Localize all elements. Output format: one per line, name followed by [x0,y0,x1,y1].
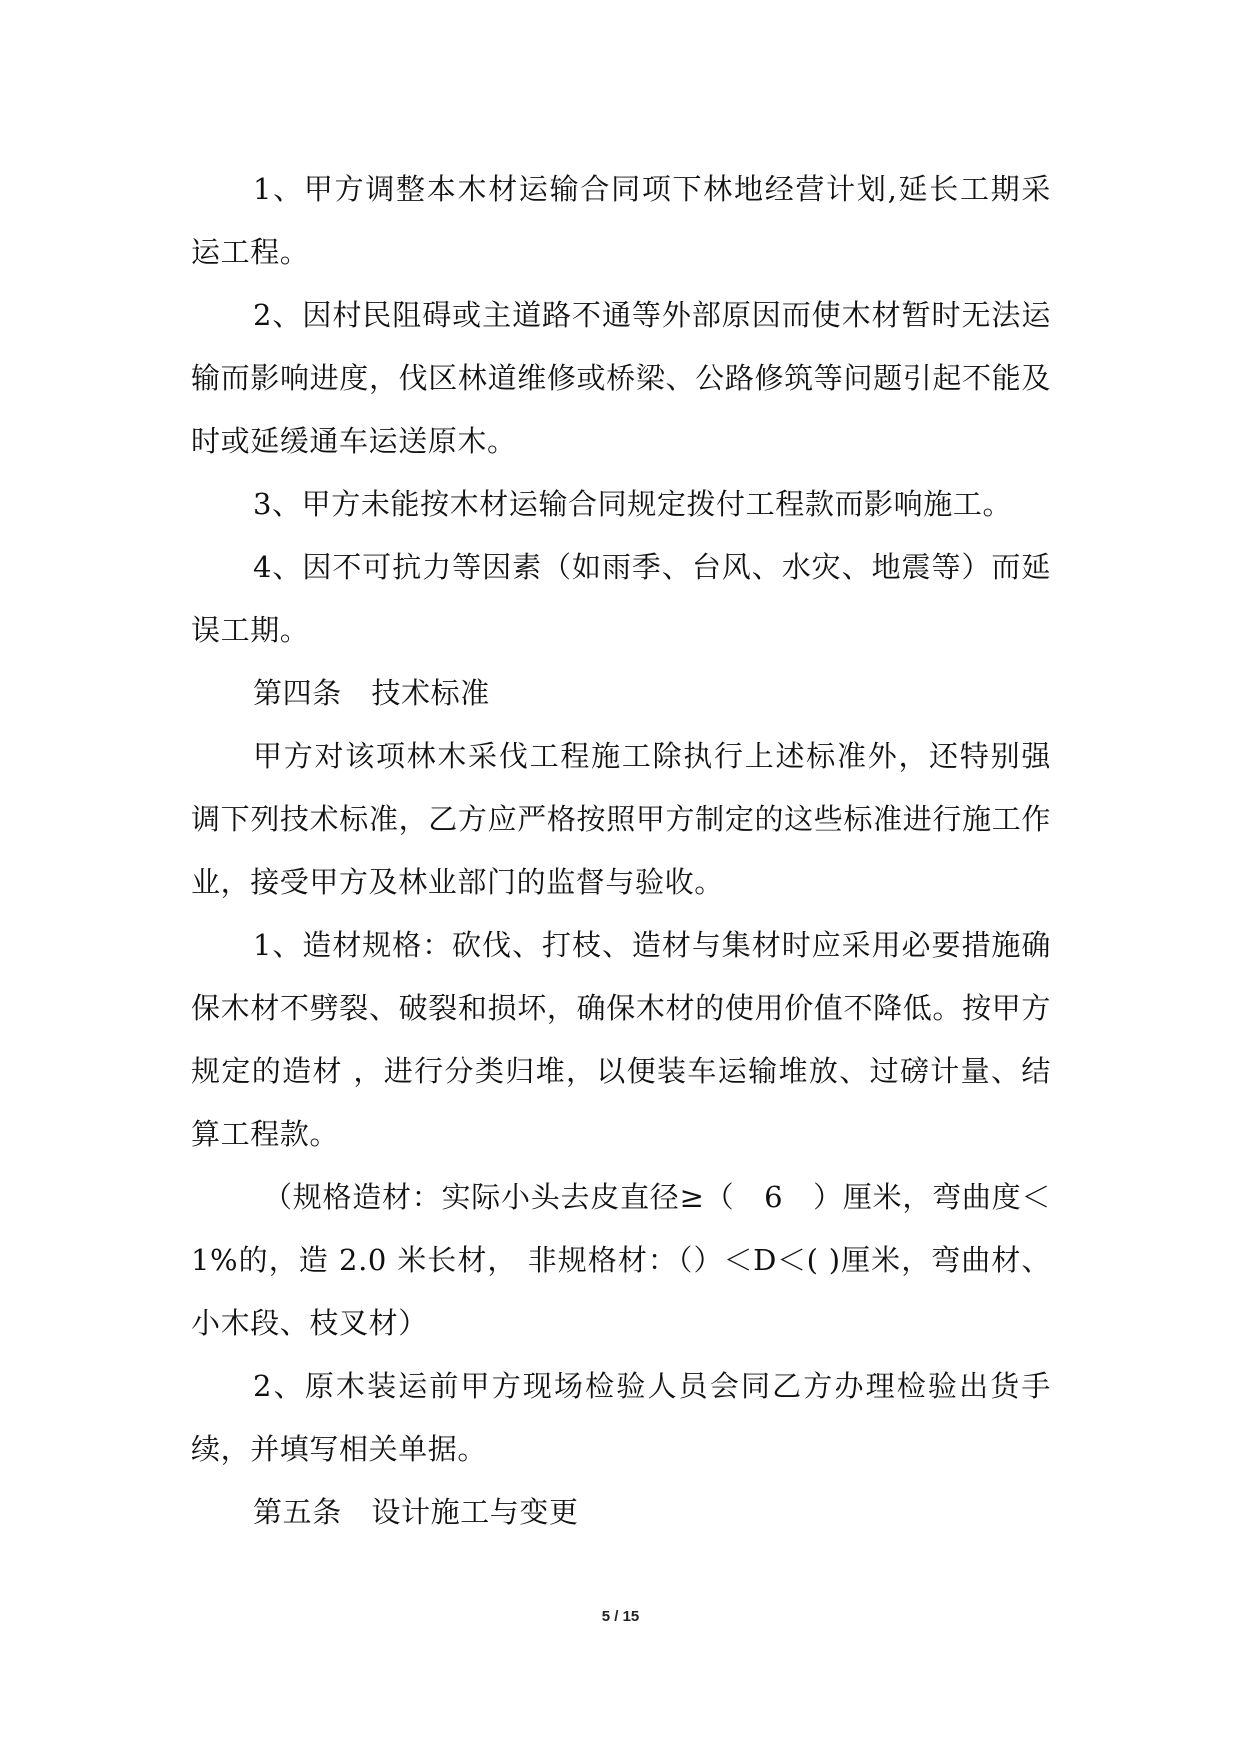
clause-item-2: 2、因村民阻碍或主道路不通等外部原因而使木材暂时无法运输而影响进度，伐区林道维修或桥梁、公路修筑等问题引起不能及时或延缓通车运送原木。 [191,298,1051,458]
spec-note: （规格造材：实际小头去皮直径≥（ 6 ）厘米，弯曲度＜1%的，造 2.0 米长材， 非规格材：（）＜D＜( )厘米，弯曲材、小木段、枝叉材） [191,1180,1051,1340]
article-4-heading: 第四条 技术标准 [253,676,490,710]
spec-item-2: 2、原木装运前甲方现场检验人员会同乙方办理检验出货手续，并填写相关单据。 [191,1369,1051,1466]
article-4-intro: 甲方对该项林木采伐工程施工除执行上述标准外，还特别强调下列技术标准，乙方应严格按照甲方制定的这些标准进行施工作业，接受甲方及林业部门的监督与验收。 [191,739,1051,899]
document-body [191,158,1051,1544]
clause-item-3: 3、甲方未能按木材运输合同规定拨付工程款而影响施工。 [253,487,1013,521]
page-number: 5 / 15 [601,1608,640,1625]
clause-item-1: 1、甲方调整本木材运输合同项下林地经营计划,延长工期采运工程。 [191,172,1051,269]
spec-item-1: 1、造材规格：砍伐、打枝、造材与集材时应采用必要措施确保木材不劈裂、破裂和损坏，确保木材的使用价值不降低。按甲方规定的造材 ，进行分类归堆，以便装车运输堆放、过磅计量、结算工程款。 [191,928,1051,1151]
clause-item-4: 4、因不可抗力等因素（如雨季、台风、水灾、地震等）而延误工期。 [191,550,1051,647]
article-5-heading: 第五条 设计施工与变更 [253,1495,579,1529]
